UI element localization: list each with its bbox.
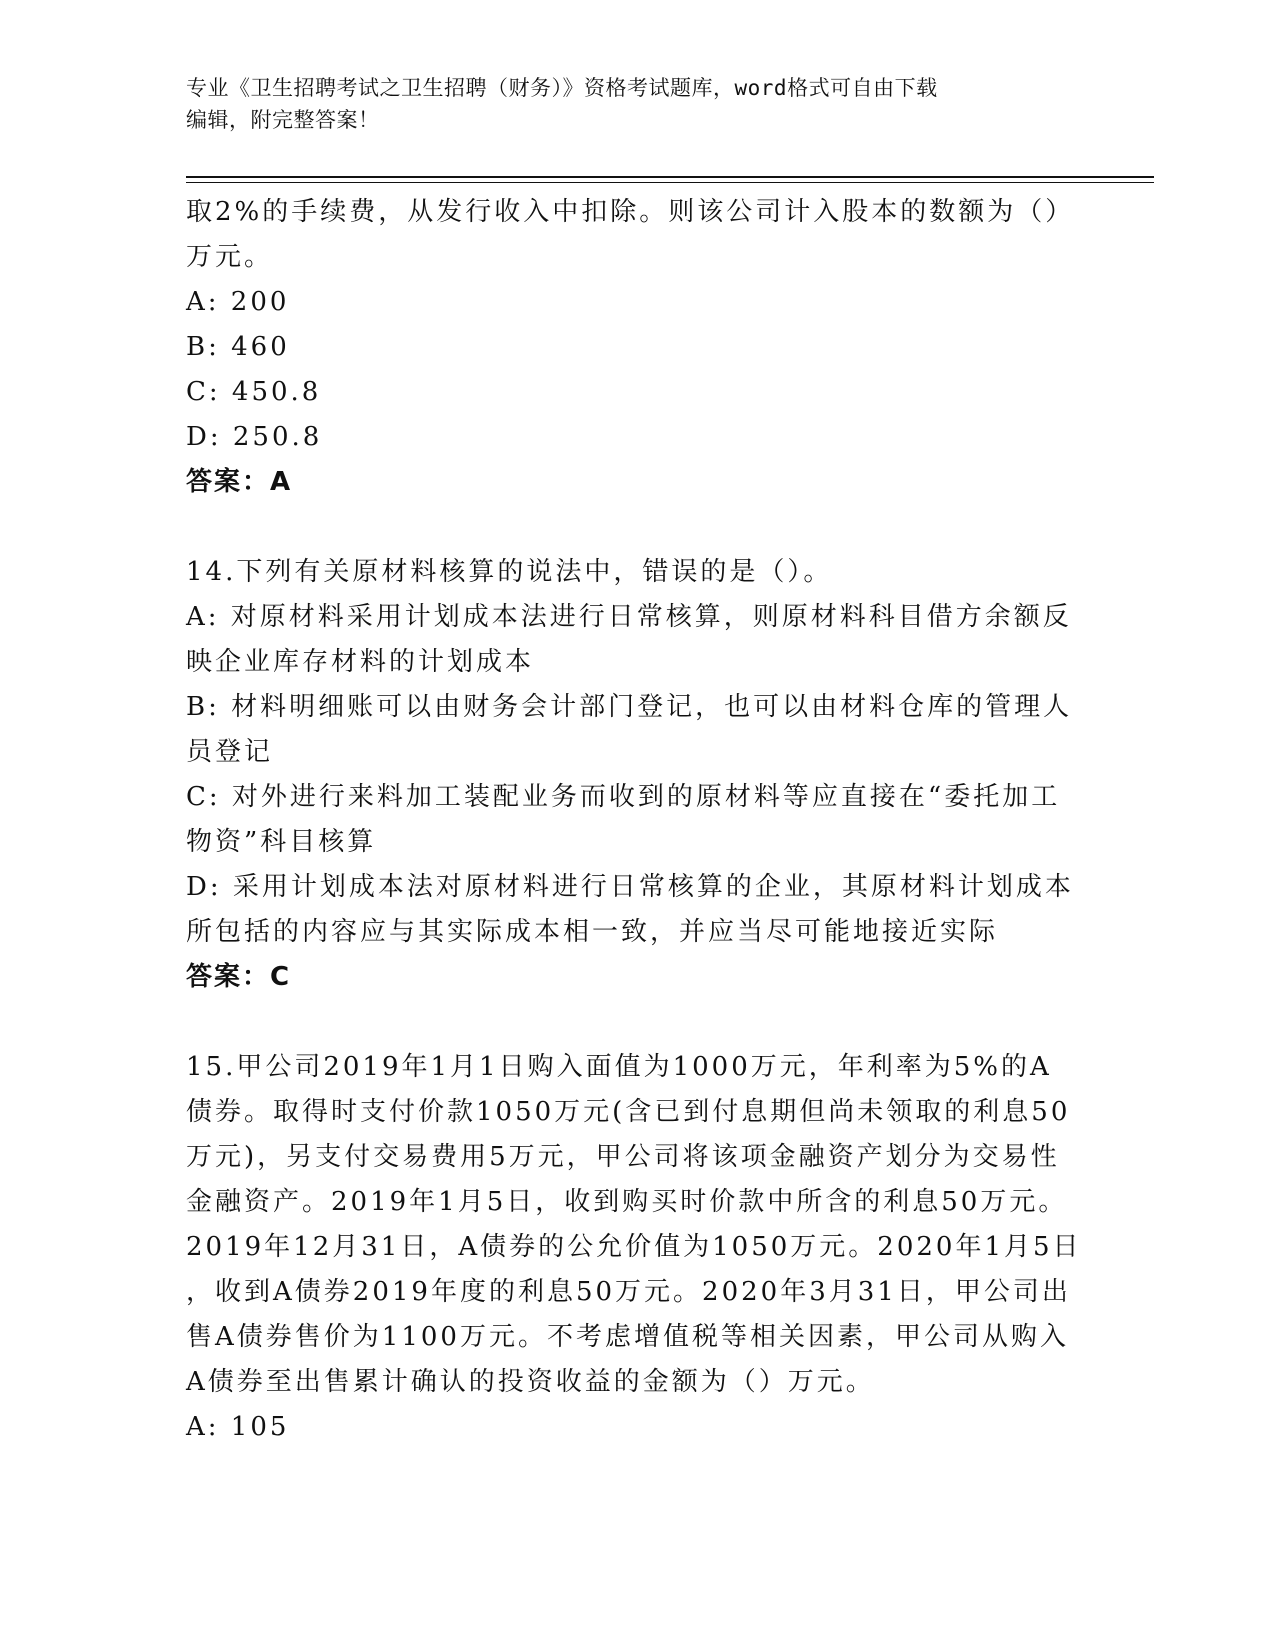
- question-13-option-d: D: 250.8: [186, 422, 323, 452]
- question-14-option-a-line-2: 映企业库存材料的计划成本: [186, 647, 535, 677]
- question-14-option-c-line-2: 物资”科目核算: [186, 827, 377, 857]
- header-line-2: 编辑，附完整答案！: [186, 108, 380, 132]
- question-13-option-c: C: 450.8: [186, 377, 322, 407]
- question-13: [186, 190, 1086, 505]
- header-line-1: 专业《卫生招聘考试之卫生招聘（财务）》资格考试题库，word格式可自由下载: [186, 76, 938, 100]
- document-body: [186, 190, 1086, 1450]
- spacer: [186, 505, 1086, 550]
- question-14-option-b-line-2: 员登记: [186, 737, 274, 767]
- question-15: [186, 1045, 1086, 1450]
- header-divider-thin: [186, 182, 1154, 183]
- question-15-text-line-6: ，收到A债券2019年度的利息50万元。2020年3月31日，甲公司出: [186, 1277, 1071, 1307]
- question-14-option-d-line-2: 所包括的内容应与其实际成本相一致，并应当尽可能地接近实际: [186, 917, 999, 947]
- question-15-text-line-5: 2019年12月31日，A债券的公允价值为1050万元。2020年1月5日: [186, 1232, 1082, 1262]
- question-15-text-line-2: 债券。取得时支付价款1050万元(含已到付息期但尚未领取的利息50: [186, 1097, 1071, 1127]
- question-15-text-line-8: A债券至出售累计确认的投资收益的金额为（）万元。: [186, 1367, 875, 1397]
- spacer: [186, 1000, 1086, 1045]
- question-13-text-line-1: 取2%的手续费，从发行收入中扣除。则该公司计入股本的数额为（）: [186, 197, 1075, 227]
- question-13-text-line-2: 万元。: [186, 242, 274, 272]
- question-13-answer: 答案：A: [186, 467, 293, 497]
- document-header: [186, 72, 1066, 136]
- question-13-option-a: A: 200: [186, 287, 290, 317]
- question-14-option-a-line-1: A: 对原材料采用计划成本法进行日常核算，则原材料科目借方余额反: [186, 602, 1072, 632]
- question-15-text-line-7: 售A债券售价为1100万元。不考虑增值税等相关因素，甲公司从购入: [186, 1322, 1069, 1352]
- question-14-option-d-line-1: D: 采用计划成本法对原材料进行日常核算的企业，其原材料计划成本: [186, 872, 1074, 902]
- question-14-answer: 答案：C: [186, 962, 292, 992]
- question-15-text-line-4: 金融资产。2019年1月5日，收到购买时价款中所含的利息50万元。: [186, 1187, 1068, 1217]
- question-15-text-line-1: 15.甲公司2019年1月1日购入面值为1000万元，年利率为5%的A: [186, 1052, 1052, 1082]
- header-divider-thick: [186, 176, 1154, 178]
- question-15-option-a: A: 105: [186, 1412, 290, 1442]
- question-14-option-b-line-1: B: 材料明细账可以由财务会计部门登记，也可以由材料仓库的管理人: [186, 692, 1073, 722]
- question-13-option-b: B: 460: [186, 332, 290, 362]
- question-15-text-line-3: 万元)，另支付交易费用5万元，甲公司将该项金融资产划分为交易性: [186, 1142, 1060, 1172]
- question-14-text: 14.下列有关原材料核算的说法中，错误的是（）。: [186, 557, 833, 587]
- question-14: [186, 550, 1086, 1000]
- question-14-option-c-line-1: C: 对外进行来料加工装配业务而收到的原材料等应直接在“委托加工: [186, 782, 1061, 812]
